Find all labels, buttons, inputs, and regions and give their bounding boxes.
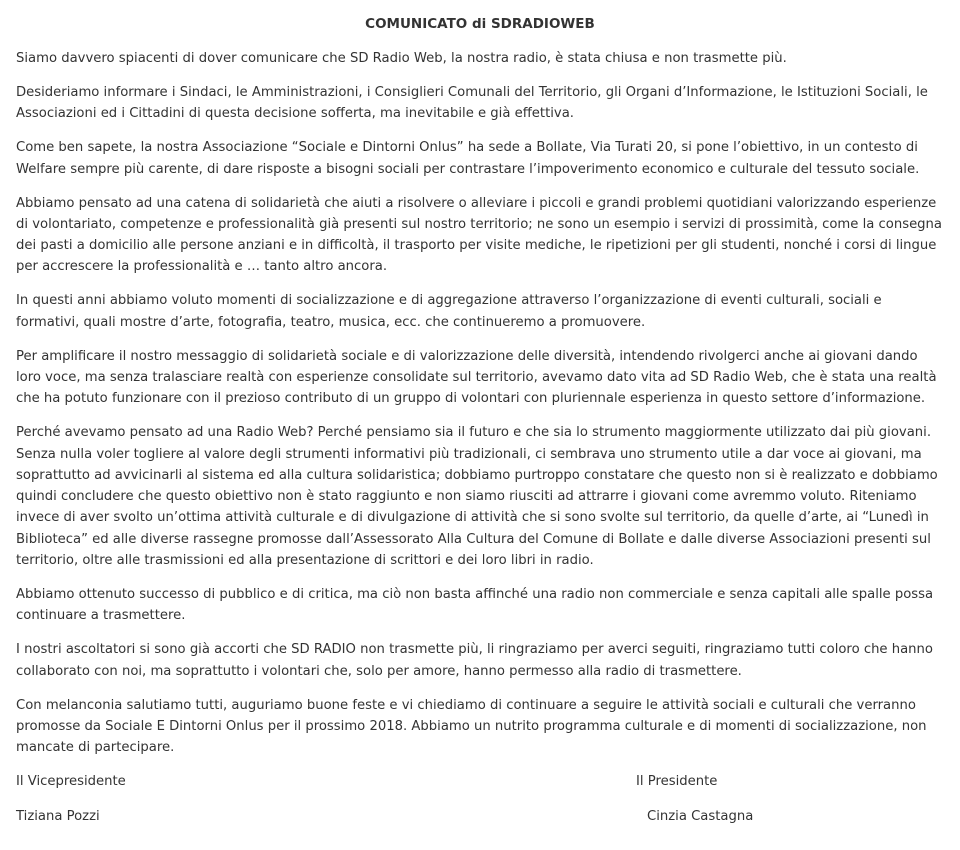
vicepresident-name: Tiziana Pozzi	[16, 809, 100, 825]
paragraph: Come ben sapete, la nostra Associazione “Sociale e Dintorni Onlus” ha sede a Bollate, Via Turati 20, si pone l’obiettivo, in un contesto di Welfare sempre più carente, di dare risposte a bisogni sociali per contrastare l’impoverimento economico e culturale del tessuto sociale.	[16, 140, 920, 177]
document-title: COMUNICATO di SDRADIOWEB	[365, 16, 595, 32]
signature-names	[16, 806, 944, 827]
vicepresident-role: Il Vicepresidente	[16, 774, 126, 790]
paragraph: Abbiamo ottenuto successo di pubblico e di critica, ma ciò non basta affinché una radio non commerciale e senza capitali alle spalle possa continuare a trasmettere.	[16, 587, 934, 624]
paragraph: In questi anni abbiamo voluto momenti di socializzazione e di aggregazione attraverso l’organizzazione di eventi culturali, sociali e formativi, quali mostre d’arte, fotografia, teatro, musica, ecc. che continueremo a promuovere.	[16, 293, 882, 330]
paragraph: Desideriamo informare i Sindaci, le Amministrazioni, i Consiglieri Comunali del Territorio, gli Organi d’Informazione, le Istituzioni Sociali, le Associazioni ed i Cittadini di questa decisione sofferta, ma inevitabile e già effettiva.	[16, 84, 928, 122]
signature-roles	[16, 771, 944, 792]
paragraph: Con melanconia salutiamo tutti, auguriamo buone feste e vi chiediamo di continuare a seguire le attività sociali e culturali che verranno promosse da Sociale E Dintorni Onlus per il prossimo 2018. Abbiamo un nutrito programma culturale e di momenti di socializzazione, non mancate di partecipare.	[16, 697, 927, 756]
paragraph: Siamo davvero spiacenti di dover comunicare che SD Radio Web, la nostra radio, è stata chiusa e non trasmette più.	[16, 51, 787, 66]
president-role: Il Presidente	[636, 774, 718, 790]
paragraph: I nostri ascoltatori si sono già accorti che SD RADIO non trasmette più, li ringraziamo per averci seguiti, ringraziamo tutti coloro che hanno collaborato con noi, ma soprattutto i volontari che, solo per amore, hanno permesso alla radio di trasmettere.	[16, 642, 933, 679]
president-name: Cinzia Castagna	[647, 809, 754, 825]
paragraph: Per amplificare il nostro messaggio di solidarietà sociale e di valorizzazione delle diversità, intendendo rivolgerci anche ai giovani dando loro voce, ma senza tralasciare realtà con esperienze consolidate sul territorio, avevamo dato vita ad SD Radio Web, che è stata una realtà che ha potuto funzionare con il prezioso contributo di un gruppo di volontari con pluriennale esperienza in questo settore d’informazione.	[16, 348, 937, 407]
paragraph: Abbiamo pensato ad una catena di solidarietà che aiuti a risolvere o alleviare i piccoli e grandi problemi quotidiani valorizzando esperienze di volontariato, competenze e professionalità già presenti sul nostro territorio; ne sono un esempio i servizi di prossimità, come la consegna dei pasti a domicilio alle persone anziani e in difficoltà, il trasporto per visite mediche, le ripetizioni per gli studenti, nonché i corsi di lingue per accrescere la professionalità e … tanto altro ancora.	[16, 195, 942, 275]
paragraph: Perché avevamo pensato ad una Radio Web? Perché pensiamo sia il futuro e che sia lo strumento maggiormente utilizzato dai più giovani. Senza nulla voler togliere al valore degli strumenti informativi più tradizionali, ci sembrava uno strumento utile a dar voce ai giovani, ma soprattutto ad avvicinarli al sistema ed alla cultura solidaristica; dobbiamo purtroppo constatare che questo non si è realizzato e dobbiamo quindi concludere che questo obiettivo non è stato raggiunto e non siamo riusciti ad attrarre i giovani come avremmo voluto. Riteniamo invece di aver svolto un’ottima attività culturale e di divulgazione di attività che si sono svolte sul territorio, da quelle d’arte, ai “Lunedì in Biblioteca” ed alle diverse rassegne promosse dall’Assessorato Alla Cultura del Comune di Bollate e dalle diverse Associazioni presenti sul territorio, oltre alle trasmissioni ed alla presentazione di scrittori e dei loro libri in radio.	[16, 425, 938, 569]
